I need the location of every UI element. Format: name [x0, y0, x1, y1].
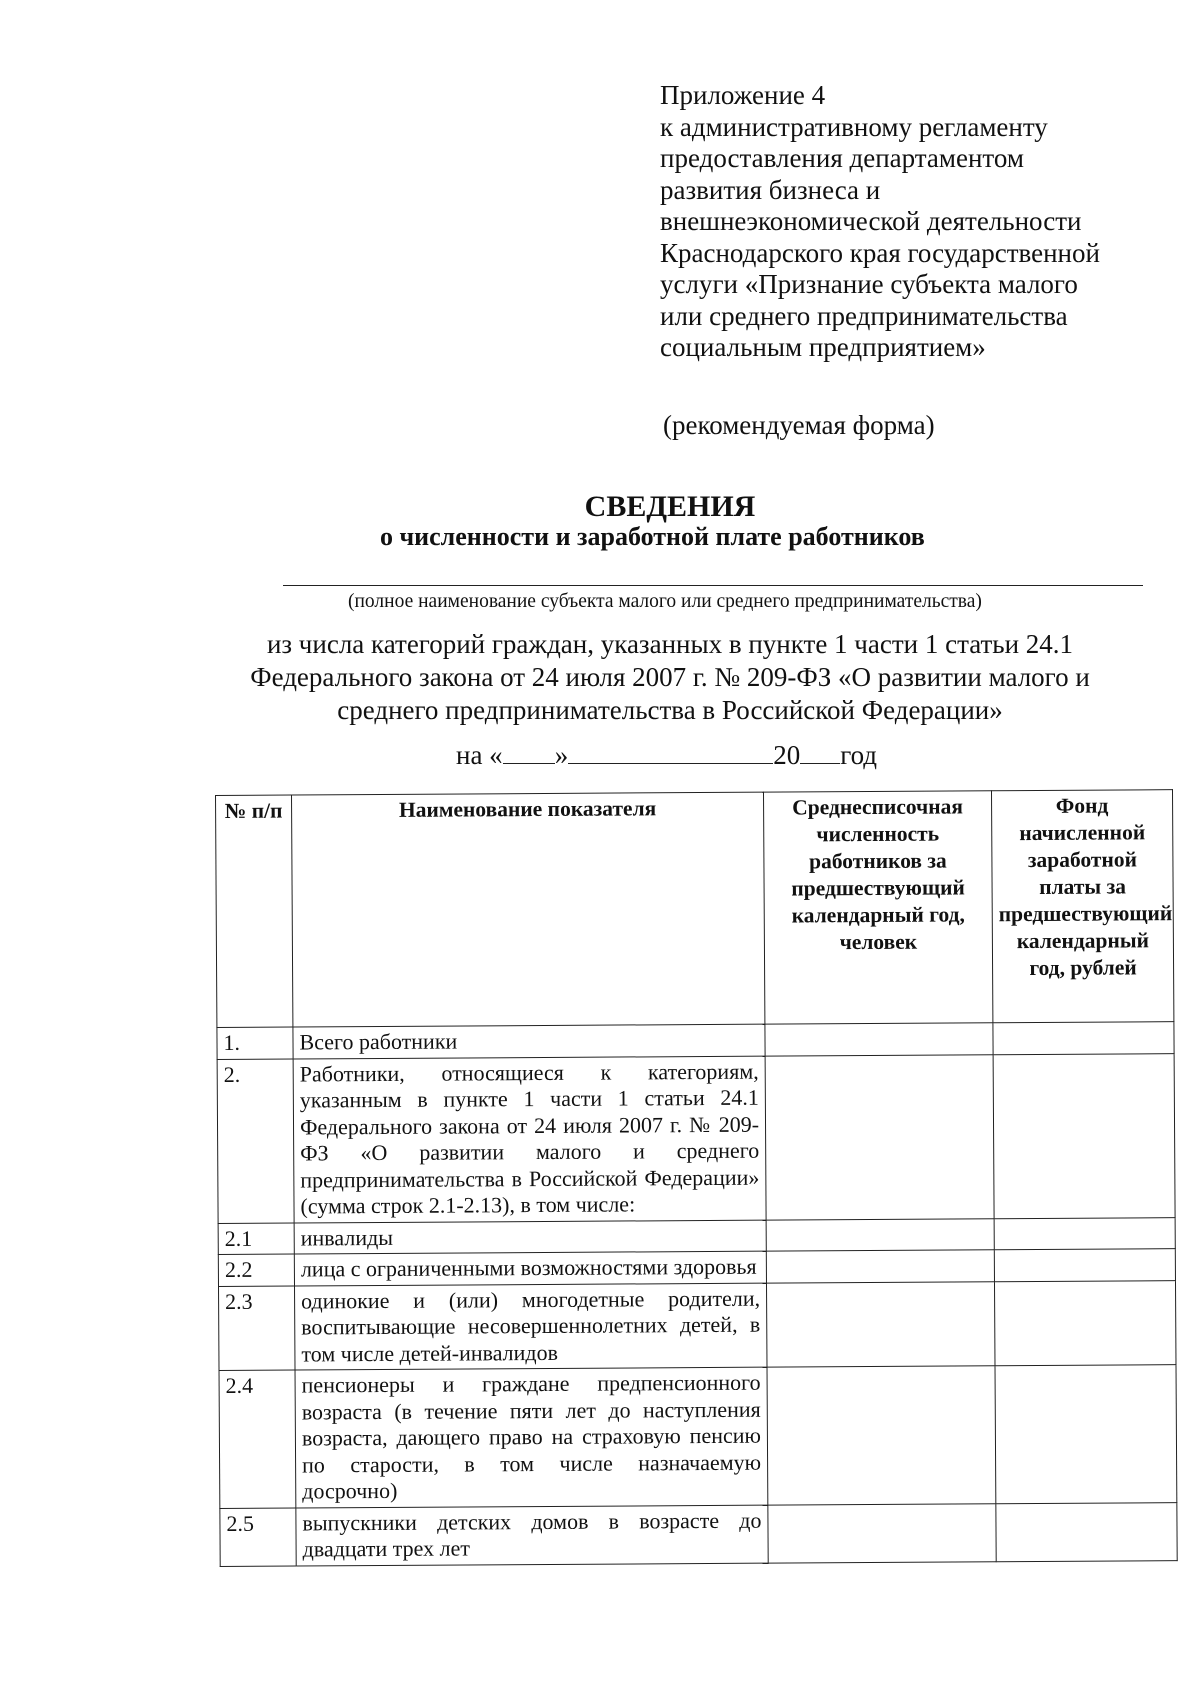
- table-row: [220, 1502, 1177, 1566]
- header-name: Наименование показателя: [292, 792, 765, 1027]
- date-line: [456, 740, 877, 771]
- row-num: 2.: [217, 1059, 294, 1223]
- row-indicator: выпускники детских домов в возрасте до двадцати трех лет: [296, 1505, 768, 1566]
- row-payroll[interactable]: [996, 1502, 1177, 1561]
- table-row: [217, 1053, 1175, 1223]
- row-payroll[interactable]: [994, 1217, 1175, 1250]
- row-indicator: Работники, относящиеся к категориям, указанным в пункте 1 части 1 статьи 24.1 Федерального закона от 24 июля 2007 г. № 209-ФЗ «О развитии малого и среднего предпринимательства в Российской Федерации» (сумма строк 2.1-2.13), в том числе:: [293, 1056, 766, 1223]
- row-payroll[interactable]: [994, 1249, 1175, 1282]
- entity-name-caption: (полное наименование субъекта малого или среднего предпринимательства): [348, 591, 982, 612]
- row-avg-count[interactable]: [768, 1503, 996, 1562]
- appendix-line: социальным предприятием»: [660, 332, 986, 362]
- row-indicator: Всего работники: [293, 1024, 765, 1058]
- row-indicator: инвалиды: [294, 1220, 766, 1254]
- row-avg-count[interactable]: [767, 1366, 996, 1505]
- row-indicator: одинокие и (или) многодетные родители, воспитывающие несовершеннолетних детей, в том числе детей-инвалидов: [294, 1283, 767, 1370]
- appendix-line: к административному регламенту: [660, 111, 1048, 142]
- table-row: [218, 1280, 1175, 1370]
- purpose-line: из числа категорий граждан, указанных в пункте 1 части 1 статьи 24.1: [266, 629, 1074, 659]
- purpose-line: Федерального закона от 24 июля 2007 г. № 209-ФЗ «О развитии малого и: [250, 662, 1090, 692]
- row-payroll[interactable]: [995, 1365, 1177, 1504]
- row-avg-count[interactable]: [766, 1250, 994, 1283]
- document-title: СВЕДЕНИЯ: [584, 490, 756, 523]
- row-num: 2.4: [219, 1370, 296, 1508]
- recommended-form-note: (рекомендуемая форма): [663, 410, 935, 440]
- appendix-header: [660, 80, 1140, 364]
- row-payroll[interactable]: [993, 1022, 1174, 1055]
- row-avg-count[interactable]: [765, 1023, 993, 1056]
- row-avg-count[interactable]: [766, 1281, 995, 1367]
- day-blank[interactable]: [503, 741, 555, 764]
- year-prefix: 20: [773, 740, 801, 770]
- purpose-text: [0, 628, 1200, 727]
- document-subtitle: о численности и заработной плате работников: [380, 522, 925, 551]
- row-avg-count[interactable]: [766, 1218, 994, 1251]
- appendix-line: услуги «Признание субъекта малого: [660, 269, 1078, 299]
- header-num: № п/п: [216, 795, 293, 1027]
- row-num: 2.3: [218, 1286, 295, 1371]
- month-blank[interactable]: [568, 741, 773, 764]
- date-quote-close: »: [554, 740, 569, 770]
- appendix-line: или среднего предпринимательства: [660, 300, 1068, 331]
- data-table: [215, 789, 1178, 1566]
- row-avg-count[interactable]: [765, 1054, 994, 1219]
- appendix-line: предоставления департаментом: [660, 143, 1024, 173]
- header-payroll: Фонд начисленной заработной платы за предшествующий календарный год, рублей: [991, 790, 1173, 1023]
- date-prefix: на «: [456, 740, 503, 770]
- table-row: [219, 1365, 1177, 1508]
- entity-name-blank-line[interactable]: [283, 585, 1143, 586]
- row-num: 2.2: [218, 1254, 294, 1286]
- row-indicator: пенсионеры и граждане предпенсионного возраста (в течение пяти лет до наступления возраста, дающего право на страховую пенсию по старости, в том числе назначаемую досрочно): [295, 1367, 768, 1507]
- appendix-line: Приложение 4: [660, 80, 826, 110]
- appendix-line: развития бизнеса и: [660, 174, 881, 205]
- date-suffix: год: [840, 740, 878, 770]
- appendix-line: Краснодарского края государственной: [660, 237, 1100, 268]
- header-avg-count: Среднесписочная численность работников за предшествующий календарный год, человек: [763, 791, 992, 1024]
- appendix-line: внешнеэкономической деятельности: [660, 206, 1082, 236]
- row-num: 2.1: [218, 1223, 294, 1255]
- row-indicator: лица с ограниченными возможностями здоровья: [294, 1251, 766, 1285]
- row-num: 1.: [217, 1027, 293, 1059]
- purpose-line: среднего предпринимательства в Российской Федерации»: [337, 695, 1003, 725]
- table-header-row: [216, 790, 1174, 1028]
- year-blank[interactable]: [800, 741, 840, 764]
- row-num: 2.5: [220, 1508, 296, 1566]
- row-payroll[interactable]: [994, 1280, 1176, 1366]
- row-payroll[interactable]: [993, 1053, 1175, 1218]
